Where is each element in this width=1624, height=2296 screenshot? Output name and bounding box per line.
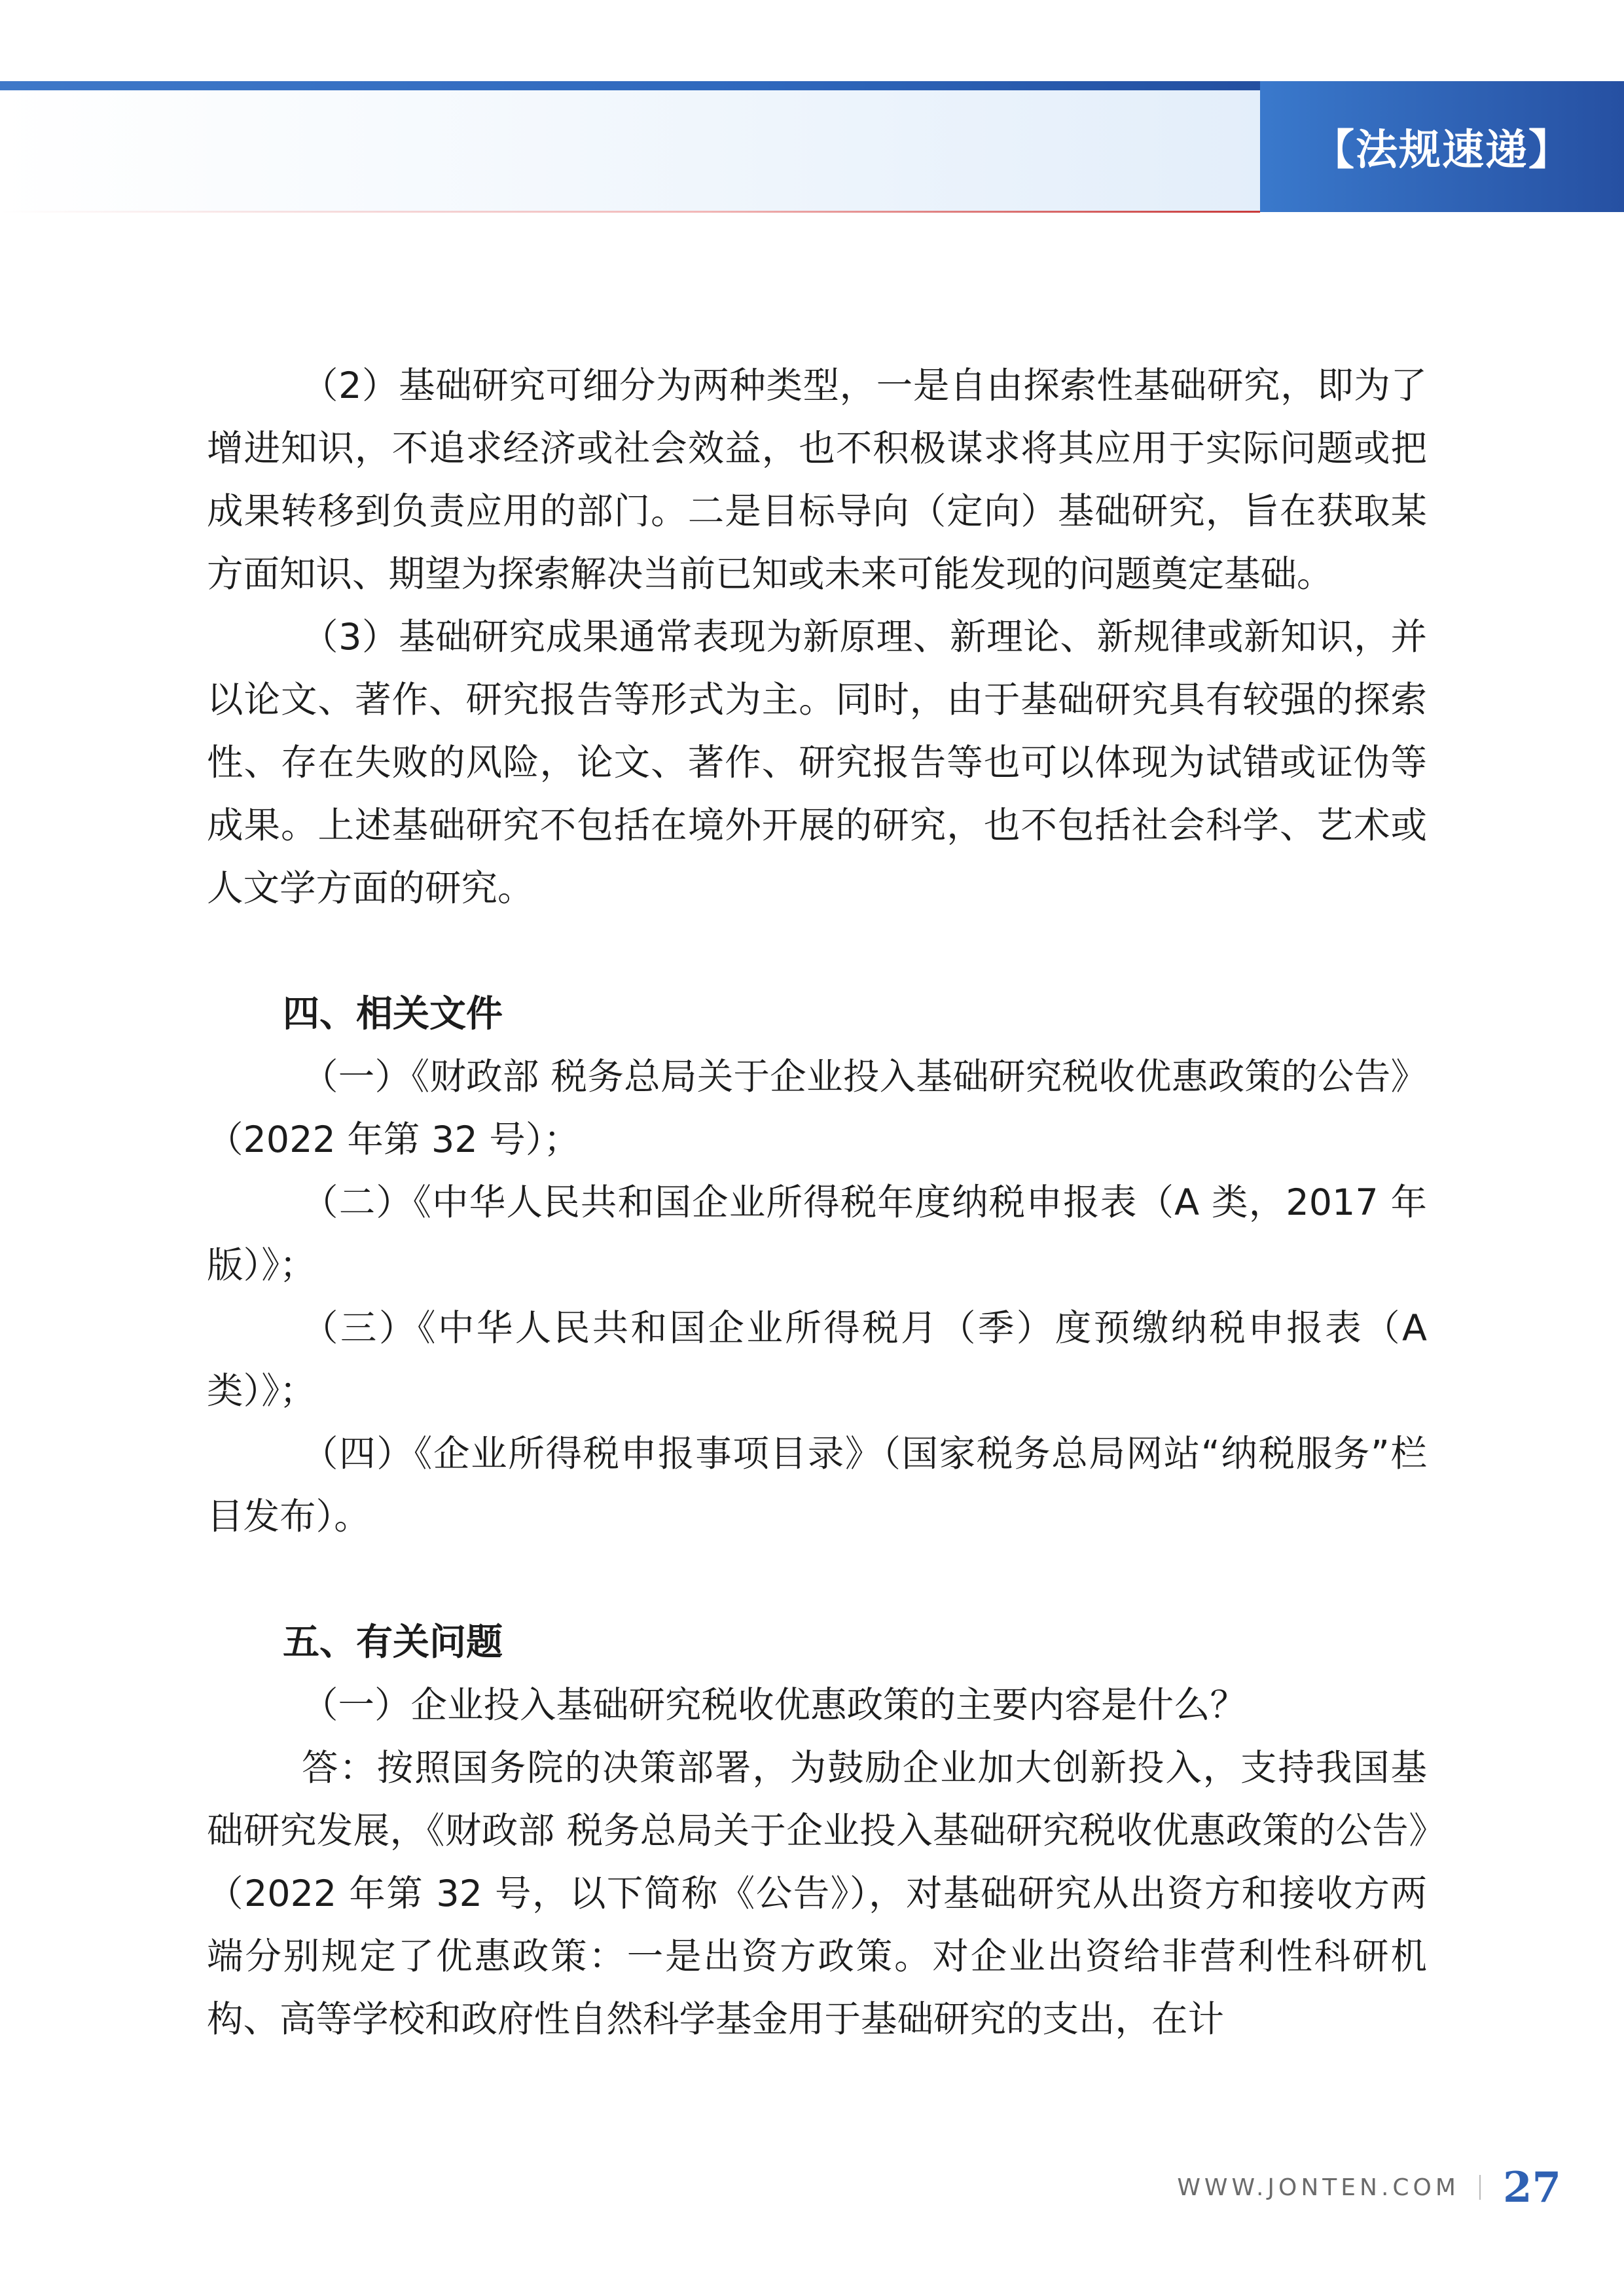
answer-1: 答：按照国务院的决策部署，为鼓励企业加大创新投入，支持我国基础研究发展，《财政部 税务总局关于企业投入基础研究税收优惠政策的公告》（2022 年第 32 号，以下简称《公告》），对基础研究从出资方和接收方两端分别规定了优惠政策：一是出资方政策。对企业出资给非营利性科研机构、高等学校和政府性自然科学基金用于基础研究的支出，在计 <box>207 1747 1427 2041</box>
header-accent-line <box>0 211 1260 213</box>
document-item-4: （四）《企业所得税申报事项目录》（国家税务总局网站“纳税服务”栏目发布）。 <box>207 1433 1427 1538</box>
spacer <box>207 1549 1427 1611</box>
paragraph-basic-research-types: （2）基础研究可细分为两种类型，一是自由探索性基础研究，即为了增进知识，不追求经济或社会效益，也不积极谋求将其应用于实际问题或把成果转移到负责应用的部门。二是目标导向（定向）基础研究，旨在获取某方面知识、期望为探索解决当前已知或未来可能发现的问题奠定基础。 <box>207 365 1427 596</box>
website-link[interactable]: WWW.JONTEN.COM <box>1177 2174 1460 2201</box>
section-heading-related-questions: 五、有关问题 <box>283 1621 503 1664</box>
header-band <box>0 90 1260 212</box>
footer-divider <box>1479 2175 1481 2200</box>
document-item-2: （二）《中华人民共和国企业所得税年度纳税申报表（A 类，2017 年版）》； <box>207 1181 1427 1287</box>
document-item-1: （一）《财政部 税务总局关于企业投入基础研究税收优惠政策的公告》（2022 年第 32 号）； <box>207 1056 1427 1161</box>
page-footer <box>1177 2156 1561 2219</box>
header-top-line <box>0 81 1260 90</box>
document-item-3: （三）《中华人民共和国企业所得税月（季）度预缴纳税申报表（A 类）》； <box>207 1307 1427 1412</box>
question-1: （一）企业投入基础研究税收优惠政策的主要内容是什么？ <box>302 1684 1247 1727</box>
page-content <box>207 355 1427 2051</box>
section-heading-related-documents: 四、相关文件 <box>283 993 503 1035</box>
page-number: 27 <box>1502 2162 1561 2212</box>
spacer <box>207 920 1427 983</box>
paragraph-research-outcomes: （3）基础研究成果通常表现为新原理、新理论、新规律或新知识，并以论文、著作、研究报告等形式为主。同时，由于基础研究具有较强的探索性、存在失败的风险，论文、著作、研究报告等也可以体现为试错或证伪等成果。上述基础研究不包括在境外开展的研究，也不包括社会科学、艺术或人文学方面的研究。 <box>207 616 1427 910</box>
section-tag: 【法规速递】 <box>1260 81 1624 212</box>
